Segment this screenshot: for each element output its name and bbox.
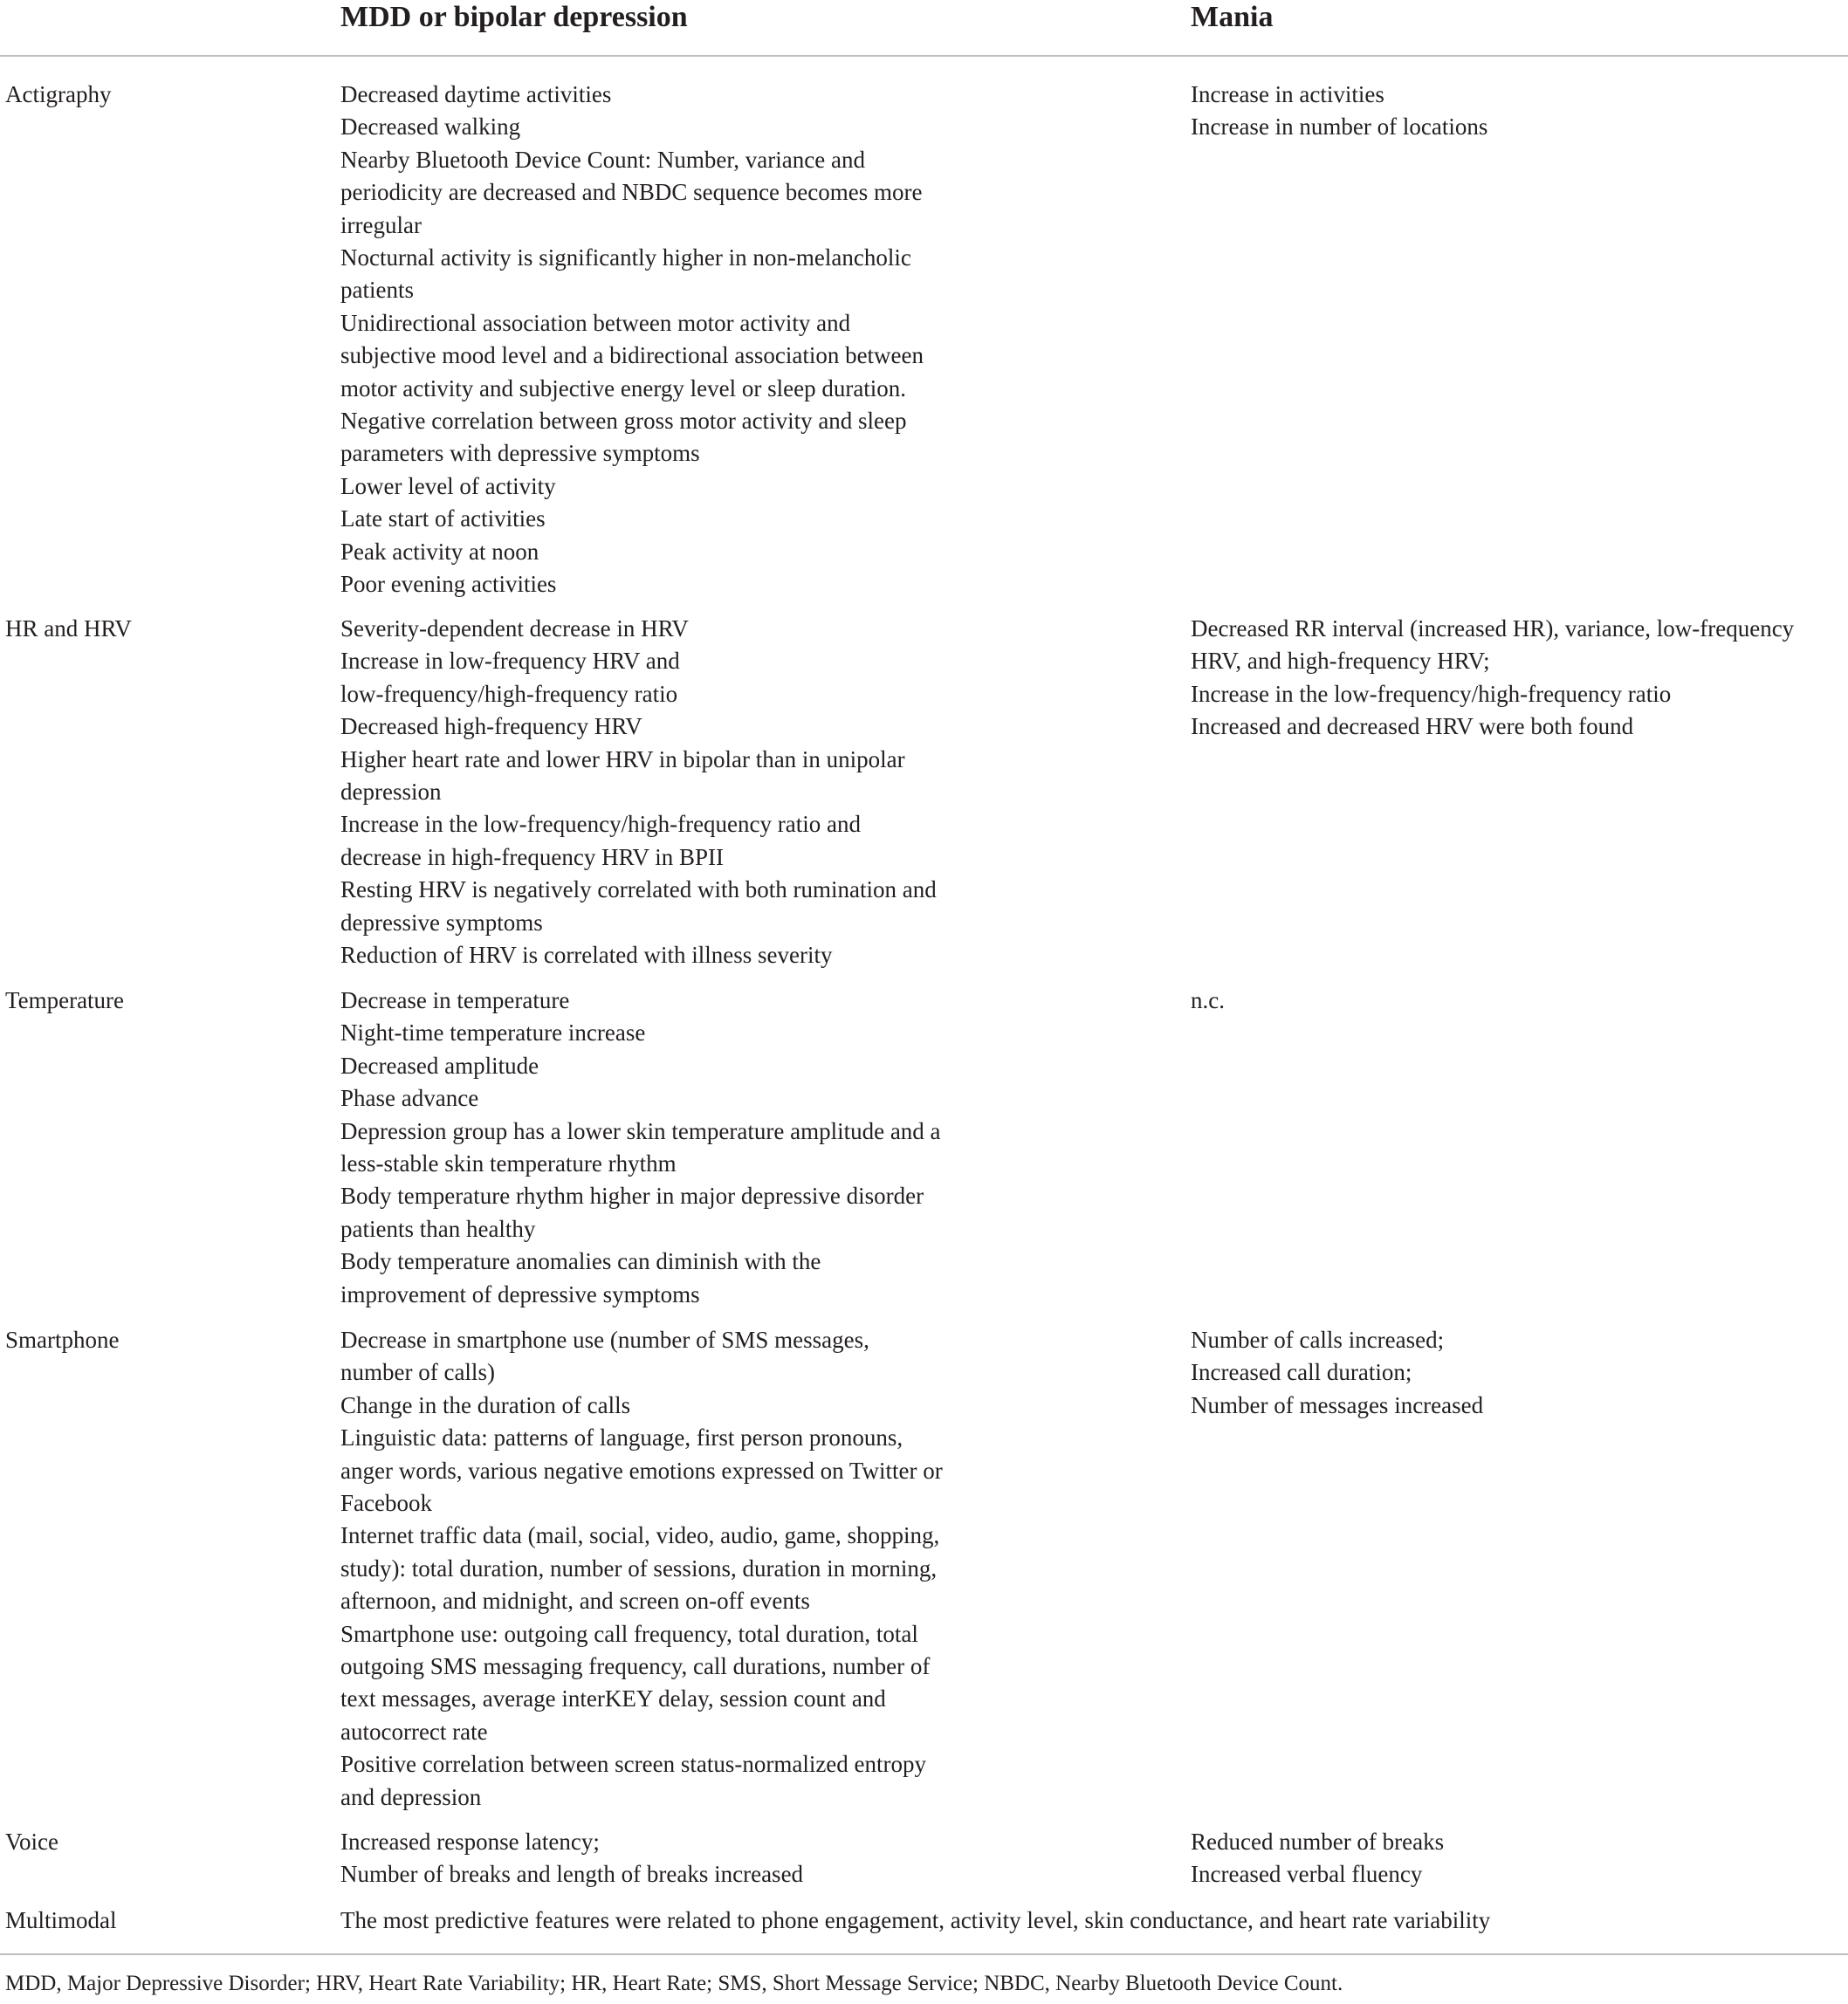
depression-line: Decreased walking	[340, 113, 521, 141]
depression-line: outgoing SMS messaging frequency, call durations, number of	[340, 1653, 931, 1680]
mania-line: Increase in activities	[1191, 81, 1384, 107]
depression-line: improvement of depressive symptoms	[340, 1280, 700, 1307]
depression-line: depression	[340, 779, 442, 806]
depression-line: Unidirectional association between motor activity and	[340, 309, 851, 336]
depression-line: Increase in low-frequency HRV and	[340, 648, 680, 675]
depression-line: motor activity and subjective energy level or sleep duration.	[340, 374, 907, 401]
depression-line: irregular	[340, 211, 422, 238]
depression-line: Increase in the low-frequency/high-frequency ratio and	[340, 811, 861, 838]
depression-line: periodicity are decreased and NBDC sequence becomes more	[340, 179, 923, 206]
depression-line: patients	[340, 277, 414, 304]
depression-cell	[340, 1324, 1013, 1814]
depression-line: Resting HRV is negatively correlated with both rumination and	[340, 876, 937, 903]
depression-line: depressive symptoms	[340, 909, 543, 936]
depression-line: Decreased amplitude	[340, 1052, 539, 1079]
row-label: Temperature	[5, 987, 125, 1013]
depression-cell	[340, 1826, 1013, 1891]
depression-line: Decreased high-frequency HRV	[340, 713, 642, 740]
depression-line: Decrease in smartphone use (number of SMS messages,	[340, 1327, 869, 1353]
depression-line: Higher heart rate and lower HRV in bipolar than in unipolar	[340, 745, 905, 772]
depression-line: Positive correlation between screen status-normalized entropy	[340, 1751, 927, 1778]
row-label: Multimodal	[5, 1907, 117, 1933]
mania-line: Increased call duration;	[1191, 1359, 1412, 1386]
depression-line: number of calls)	[340, 1359, 495, 1386]
depression-line: Body temperature rhythm higher in major depressive disorder	[340, 1183, 924, 1210]
mania-line: Decreased RR interval (increased HR), variance, low-frequency	[1191, 615, 1795, 642]
depression-cell	[340, 985, 1013, 1311]
depression-line: Nocturnal activity is significantly higher in non-melancholic	[340, 244, 911, 271]
depression-line: subjective mood level and a bidirectional association between	[340, 342, 924, 369]
mania-line: Number of calls increased;	[1191, 1327, 1445, 1353]
depression-line: study): total duration, number of sessions, duration in morning,	[340, 1554, 938, 1582]
table-footnote: MDD, Major Depressive Disorder; HRV, Heart Rate Variability; HR, Heart Rate; SMS, Short Message Service; NBDC, Nearby Bluetooth Device Count.	[5, 1972, 1343, 1995]
depression-line: Late start of activities	[340, 505, 546, 532]
mania-line: Number of messages increased	[1191, 1391, 1484, 1418]
depression-line: afternoon, and midnight, and screen on-off events	[340, 1588, 810, 1615]
depression-line: Peak activity at noon	[340, 538, 539, 565]
mania-cell	[1191, 985, 1845, 1017]
depression-line: Poor evening activities	[340, 571, 557, 598]
depression-line: Linguistic data: patterns of language, first person pronouns,	[340, 1424, 903, 1452]
depression-line: Lower level of activity	[340, 472, 556, 499]
depression-line: Facebook	[340, 1490, 432, 1517]
depression-line: Decreased daytime activities	[340, 81, 612, 107]
mania-line: Increase in the low-frequency/high-frequency ratio	[1191, 680, 1672, 707]
depression-line: autocorrect rate	[340, 1718, 488, 1745]
depression-cell	[340, 613, 1013, 971]
depression-line: low-frequency/high-frequency ratio	[340, 680, 678, 707]
depression-line: Depression group has a lower skin temperature amplitude and a	[340, 1117, 941, 1144]
row-label: HR and HRV	[5, 615, 132, 642]
mania-line: Reduced number of breaks	[1191, 1829, 1445, 1855]
depression-line: Severity-dependent decrease in HRV	[340, 615, 689, 642]
depression-line: patients than healthy	[340, 1215, 536, 1242]
column-header-depression: MDD or bipolar depression	[340, 1, 688, 33]
depression-line: Increased response latency;	[340, 1829, 600, 1855]
depression-line: Change in the duration of calls	[340, 1391, 631, 1418]
depression-line: decrease in high-frequency HRV in BPII	[340, 843, 724, 870]
mania-cell	[1191, 1324, 1845, 1422]
depression-line: Negative correlation between gross motor activity and sleep	[340, 408, 907, 435]
mania-line: Increase in number of locations	[1191, 113, 1488, 141]
footer-rule	[0, 1953, 1848, 1955]
depression-line: less-stable skin temperature rhythm	[340, 1150, 677, 1177]
multimodal-cell: The most predictive features were related to phone engagement, activity level, skin conductance, and heart rate variability	[340, 1907, 1491, 1933]
depression-line: Body temperature anomalies can diminish with the	[340, 1248, 821, 1275]
mania-cell	[1191, 1826, 1845, 1891]
depression-line: parameters with depressive symptoms	[340, 440, 700, 467]
header-rule	[0, 55, 1848, 57]
mania-cell	[1191, 79, 1845, 144]
depression-line: text messages, average interKEY delay, session count and	[340, 1685, 886, 1712]
depression-line: Night-time temperature increase	[340, 1019, 646, 1047]
mania-line: n.c.	[1191, 987, 1225, 1013]
mania-line: Increased and decreased HRV were both found	[1191, 713, 1634, 740]
depression-line: Phase advance	[340, 1085, 479, 1112]
row-label: Voice	[5, 1829, 58, 1855]
mania-line: Increased verbal fluency	[1191, 1861, 1423, 1888]
mania-line: HRV, and high-frequency HRV;	[1191, 648, 1490, 675]
depression-line: and depression	[340, 1783, 482, 1810]
depression-line: Reduction of HRV is correlated with illness severity	[340, 942, 833, 969]
row-label: Actigraphy	[5, 81, 112, 107]
depression-line: Nearby Bluetooth Device Count: Number, variance and	[340, 146, 865, 173]
depression-line: Internet traffic data (mail, social, video, audio, game, shopping,	[340, 1522, 940, 1549]
row-label: Smartphone	[5, 1327, 120, 1353]
column-header-mania: Mania	[1191, 1, 1274, 33]
depression-line: anger words, various negative emotions expressed on Twitter or	[340, 1457, 943, 1484]
depression-line: Number of breaks and length of breaks increased	[340, 1861, 804, 1888]
depression-line: Smartphone use: outgoing call frequency, total duration, total	[340, 1620, 918, 1647]
mania-cell	[1191, 613, 1845, 744]
depression-cell	[340, 79, 1013, 601]
depression-line: Decrease in temperature	[340, 987, 570, 1013]
